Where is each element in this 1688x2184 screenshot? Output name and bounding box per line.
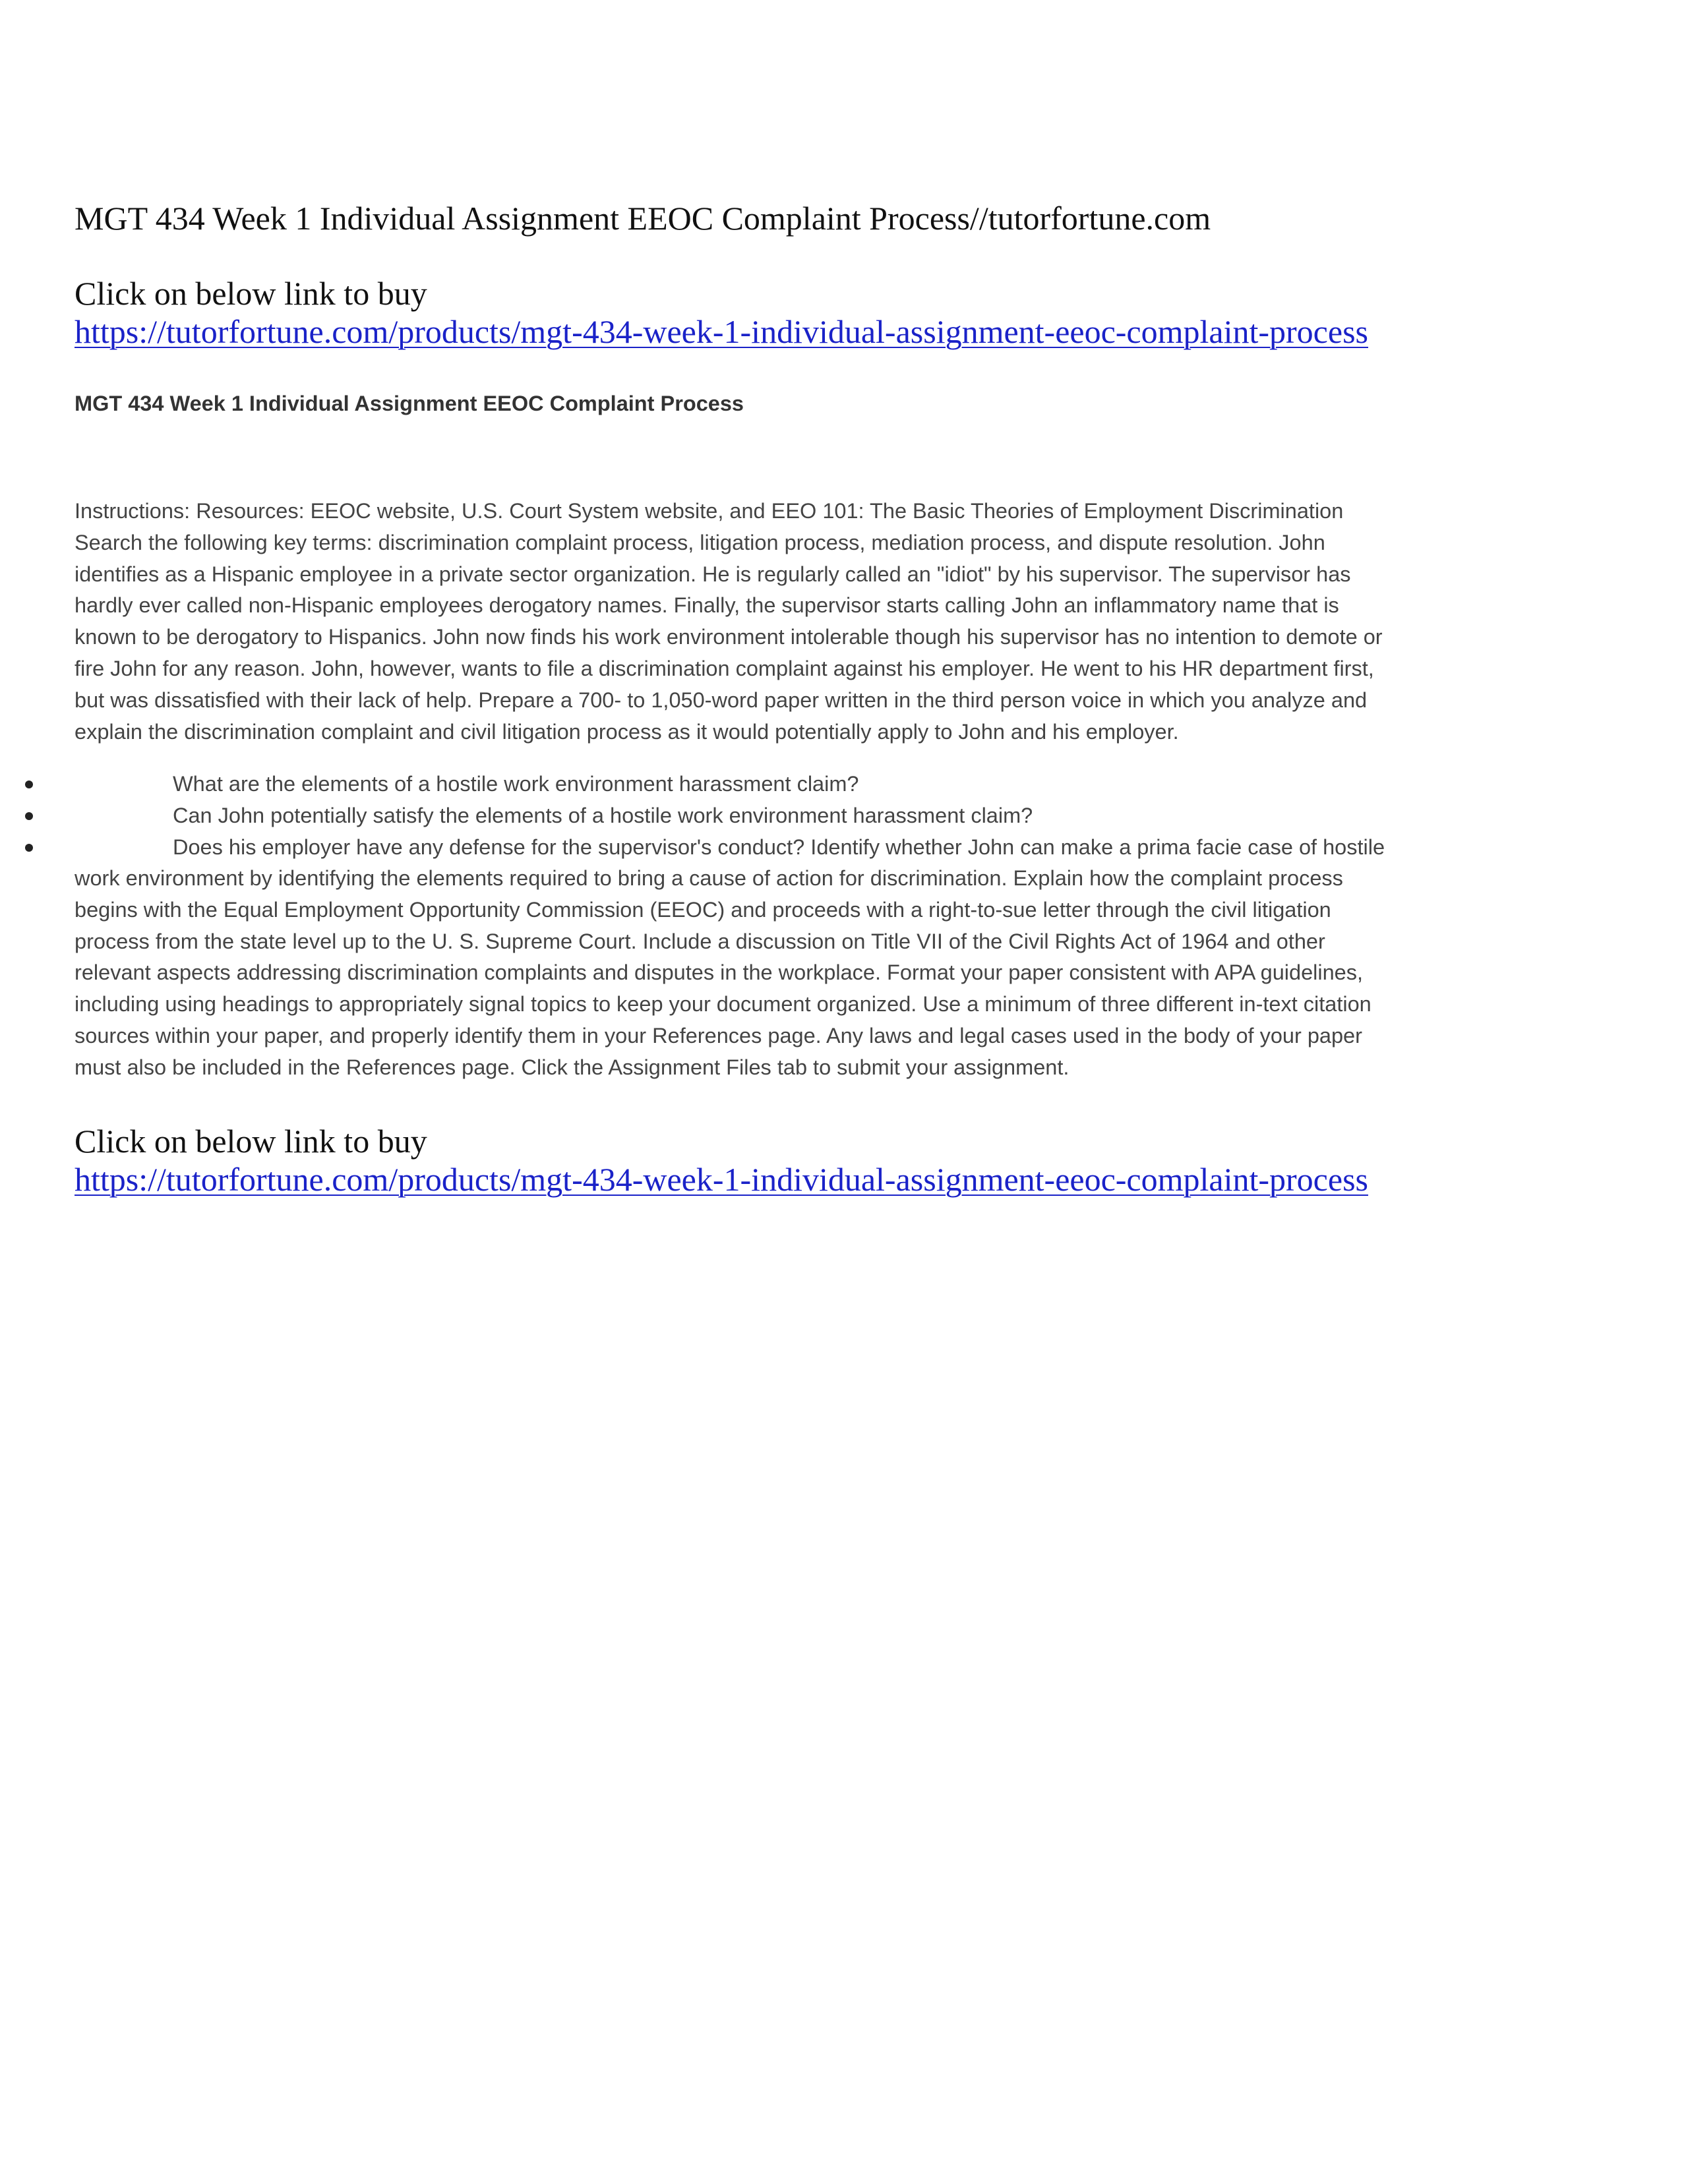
instructions-line: explain the discrimination complaint and civil litigation process as it would potentially apply to John and his employer. [75, 719, 1179, 744]
bullet-icon [25, 781, 33, 788]
list-item-text: What are the elements of a hostile work environment harassment claim? [173, 772, 859, 796]
instructions-line: but was dissatisfied with their lack of help. Prepare a 700- to 1,050-word paper written in the third person voice in which you analyze and [75, 688, 1368, 712]
list-item [0, 832, 1451, 864]
list-item-text: Can John potentially satisfy the elements of a hostile work environment harassment claim? [173, 803, 1033, 827]
buy-prompt-bottom: Click on below link to buy [75, 1123, 427, 1160]
bullet-icon [25, 812, 33, 820]
buy-section-top [75, 274, 1368, 351]
instructions-line: fire John for any reason. John, however, wants to file a discrimination complaint against his employer. He went to his HR department first, [75, 656, 1374, 680]
continuation-line: begins with the Equal Employment Opportunity Commission (EEOC) and proceeds with a right-to-sue letter through the civil litigation [75, 897, 1331, 922]
list-item [0, 800, 1451, 832]
continuation-line: including using headings to appropriately signal topics to keep your document organized. Use a minimum of three different in-text citation [75, 992, 1372, 1017]
instructions-line: known to be derogatory to Hispanics. John now finds his work environment intolerable though his supervisor has no intention to demote or [75, 625, 1383, 649]
instructions-line: Instructions: Resources: EEOC website, U.S. Court System website, and EEO 101: The Basic Theories of Employment Discrimination [75, 499, 1344, 523]
question-list [0, 769, 1451, 863]
continuation-paragraph [75, 863, 1439, 1084]
continuation-line: relevant aspects addressing discrimination complaints and disputes in the workplace. Format your paper consistent with APA guidelines, [75, 960, 1364, 985]
page-title: MGT 434 Week 1 Individual Assignment EEOC Complaint Process//tutorfortune.com [75, 200, 1211, 237]
buy-link-top[interactable]: https://tutorfortune.com/products/mgt-434-week-1-individual-assignment-eeoc-complaint-process [75, 313, 1368, 350]
bullet-icon [25, 844, 33, 852]
continuation-line: process from the state level up to the U. S. Supreme Court. Include a discussion on Title VII of the Civil Rights Act of 1964 and other [75, 929, 1325, 953]
instructions-line: hardly ever called non-Hispanic employees derogatory names. Finally, the supervisor starts calling John an inflammatory name that is [75, 593, 1339, 618]
instructions-paragraph [75, 496, 1439, 748]
buy-section-bottom [75, 1122, 1368, 1198]
continuation-line: work environment by identifying the elements required to bring a cause of action for discrimination. Explain how the complaint process [75, 866, 1343, 890]
buy-prompt-top: Click on below link to buy [75, 275, 427, 312]
instructions-line: Search the following key terms: discrimination complaint process, litigation process, mediation process, and dispute resolution. John [75, 530, 1325, 554]
list-item [0, 769, 1451, 800]
buy-link-bottom[interactable]: https://tutorfortune.com/products/mgt-434-week-1-individual-assignment-eeoc-complaint-process [75, 1161, 1368, 1198]
continuation-line: sources within your paper, and properly identify them in your References page. Any laws and legal cases used in the body of your paper [75, 1023, 1362, 1048]
instructions-line: identifies as a Hispanic employee in a private sector organization. He is regularly called an "idiot" by his supervisor. The supervisor has [75, 562, 1351, 586]
assignment-subheading: MGT 434 Week 1 Individual Assignment EEOC Complaint Process [75, 392, 744, 415]
list-item-text: Does his employer have any defense for the supervisor's conduct? Identify whether John can make a prima facie case of hostile [173, 835, 1385, 859]
continuation-line: must also be included in the References page. Click the Assignment Files tab to submit your assignment. [75, 1055, 1070, 1079]
